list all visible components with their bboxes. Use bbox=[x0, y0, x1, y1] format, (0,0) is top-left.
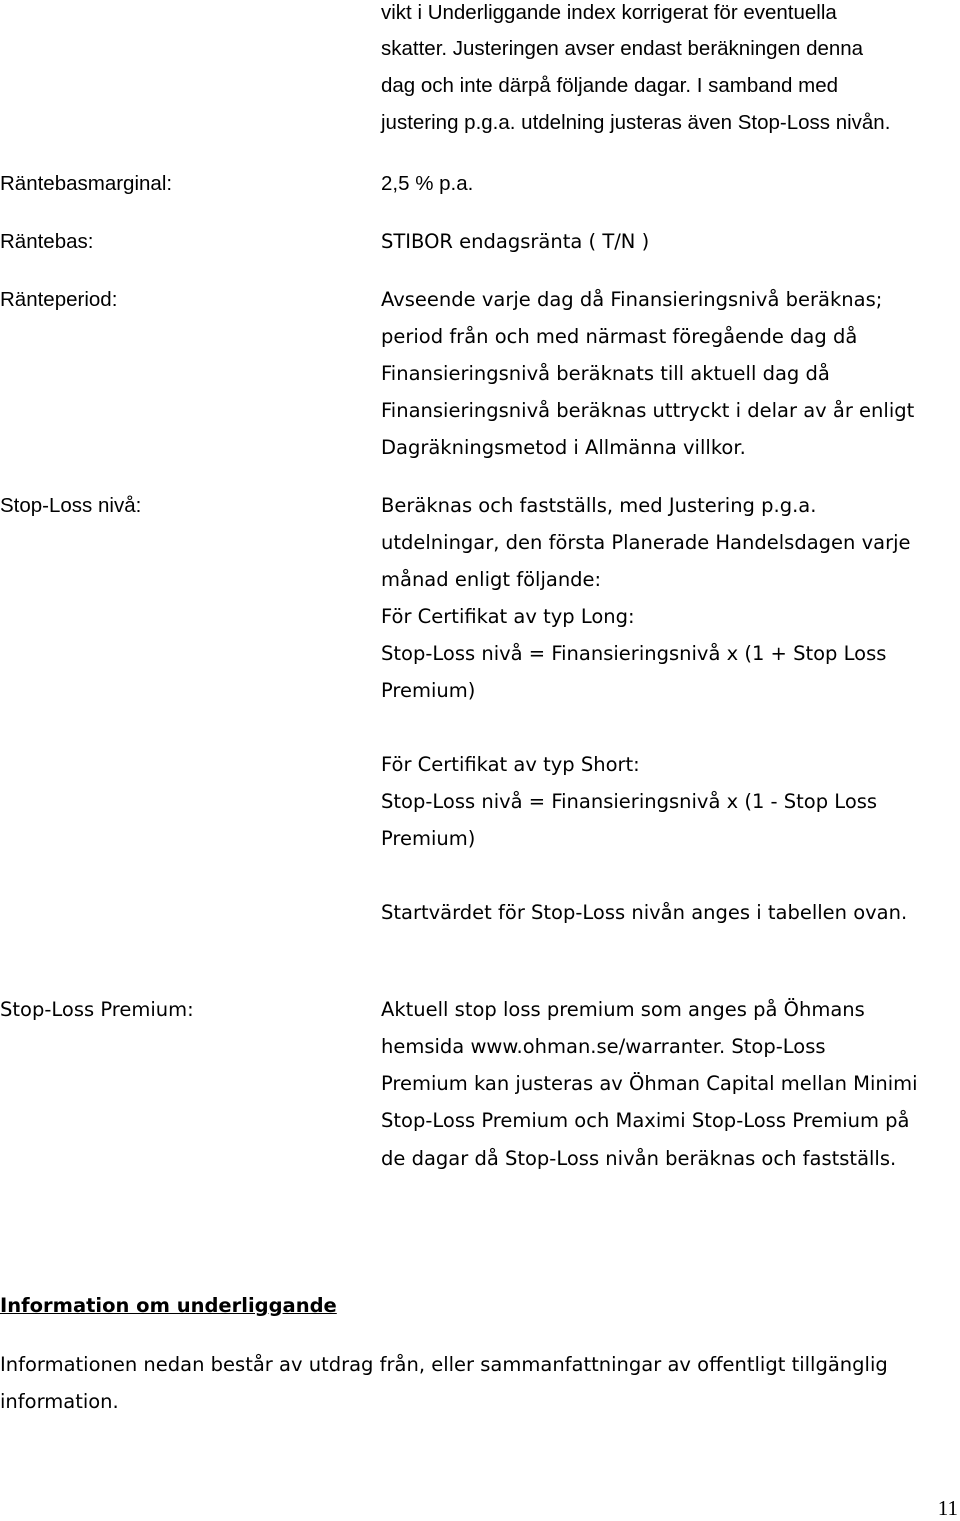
stoploss-premium-label: Stop-Loss Premium: bbox=[0, 998, 194, 1021]
intro-line: dag och inte därpå följande dagar. I samband med bbox=[381, 74, 839, 97]
intro-line: skatter. Justeringen avser endast beräkningen denna bbox=[381, 37, 864, 60]
section-heading: Information om underliggande bbox=[0, 1294, 337, 1317]
ranteperiod-line: Dagräkningsmetod i Allmänna villkor. bbox=[381, 436, 746, 459]
premium-line: de dagar då Stop-Loss nivån beräknas och fastställs. bbox=[381, 1147, 897, 1170]
section-body-line: Informationen nedan består av utdrag från, eller sammanfattningar av offentligt tillgänglig bbox=[0, 1353, 888, 1376]
stoploss-short-line: För Certifikat av typ Short: bbox=[381, 753, 640, 776]
stoploss-short-line: Stop-Loss nivå = Finansieringsnivå x (1 - Stop Loss bbox=[381, 790, 878, 813]
ranteperiod-line: Avseende varje dag då Finansieringsnivå beräknas; bbox=[381, 288, 883, 311]
ranteperiod-line: Finansieringsnivå beräknats till aktuell dag då bbox=[381, 362, 830, 385]
stoploss-line: Beräknas och fastställs, med Justering p.g.a. bbox=[381, 494, 817, 517]
page-number: 11 bbox=[937, 1496, 958, 1520]
intro-line: vikt i Underliggande index korrigerat för eventuella bbox=[381, 1, 837, 24]
rantebas-value: STIBOR endagsränta ( T/N ) bbox=[381, 230, 650, 253]
intro-line: justering p.g.a. utdelning justeras även Stop-Loss nivån. bbox=[381, 111, 891, 134]
stoploss-line: För Certifikat av typ Long: bbox=[381, 605, 635, 628]
rantebasmarginal-value: 2,5 % p.a. bbox=[381, 172, 474, 195]
ranteperiod-line: period från och med närmast föregående dag då bbox=[381, 325, 858, 348]
stoploss-short-line: Premium) bbox=[381, 827, 476, 850]
rantebas-label: Räntebas: bbox=[0, 230, 94, 253]
stoploss-line: utdelningar, den första Planerade Handelsdagen varje bbox=[381, 531, 911, 554]
section-body-line: information. bbox=[0, 1390, 119, 1413]
premium-line: hemsida www.ohman.se/warranter. Stop-Loss bbox=[381, 1035, 826, 1058]
stoploss-start-line: Startvärdet för Stop-Loss nivån anges i tabellen ovan. bbox=[381, 901, 908, 924]
premium-line: Stop-Loss Premium och Maximi Stop-Loss Premium på bbox=[381, 1109, 910, 1132]
stoploss-niva-label: Stop-Loss nivå: bbox=[0, 494, 142, 517]
stoploss-line: Premium) bbox=[381, 679, 476, 702]
ranteperiod-label: Ränteperiod: bbox=[0, 288, 118, 311]
premium-line: Premium kan justeras av Öhman Capital mellan Minimi bbox=[381, 1072, 918, 1095]
stoploss-line: månad enligt följande: bbox=[381, 568, 602, 591]
premium-line: Aktuell stop loss premium som anges på Öhmans bbox=[381, 998, 865, 1021]
stoploss-line: Stop-Loss nivå = Finansieringsnivå x (1 + Stop Loss bbox=[381, 642, 887, 665]
rantebasmarginal-label: Räntebasmarginal: bbox=[0, 172, 173, 195]
ranteperiod-line: Finansieringsnivå beräknas uttryckt i delar av år enligt bbox=[381, 399, 915, 422]
